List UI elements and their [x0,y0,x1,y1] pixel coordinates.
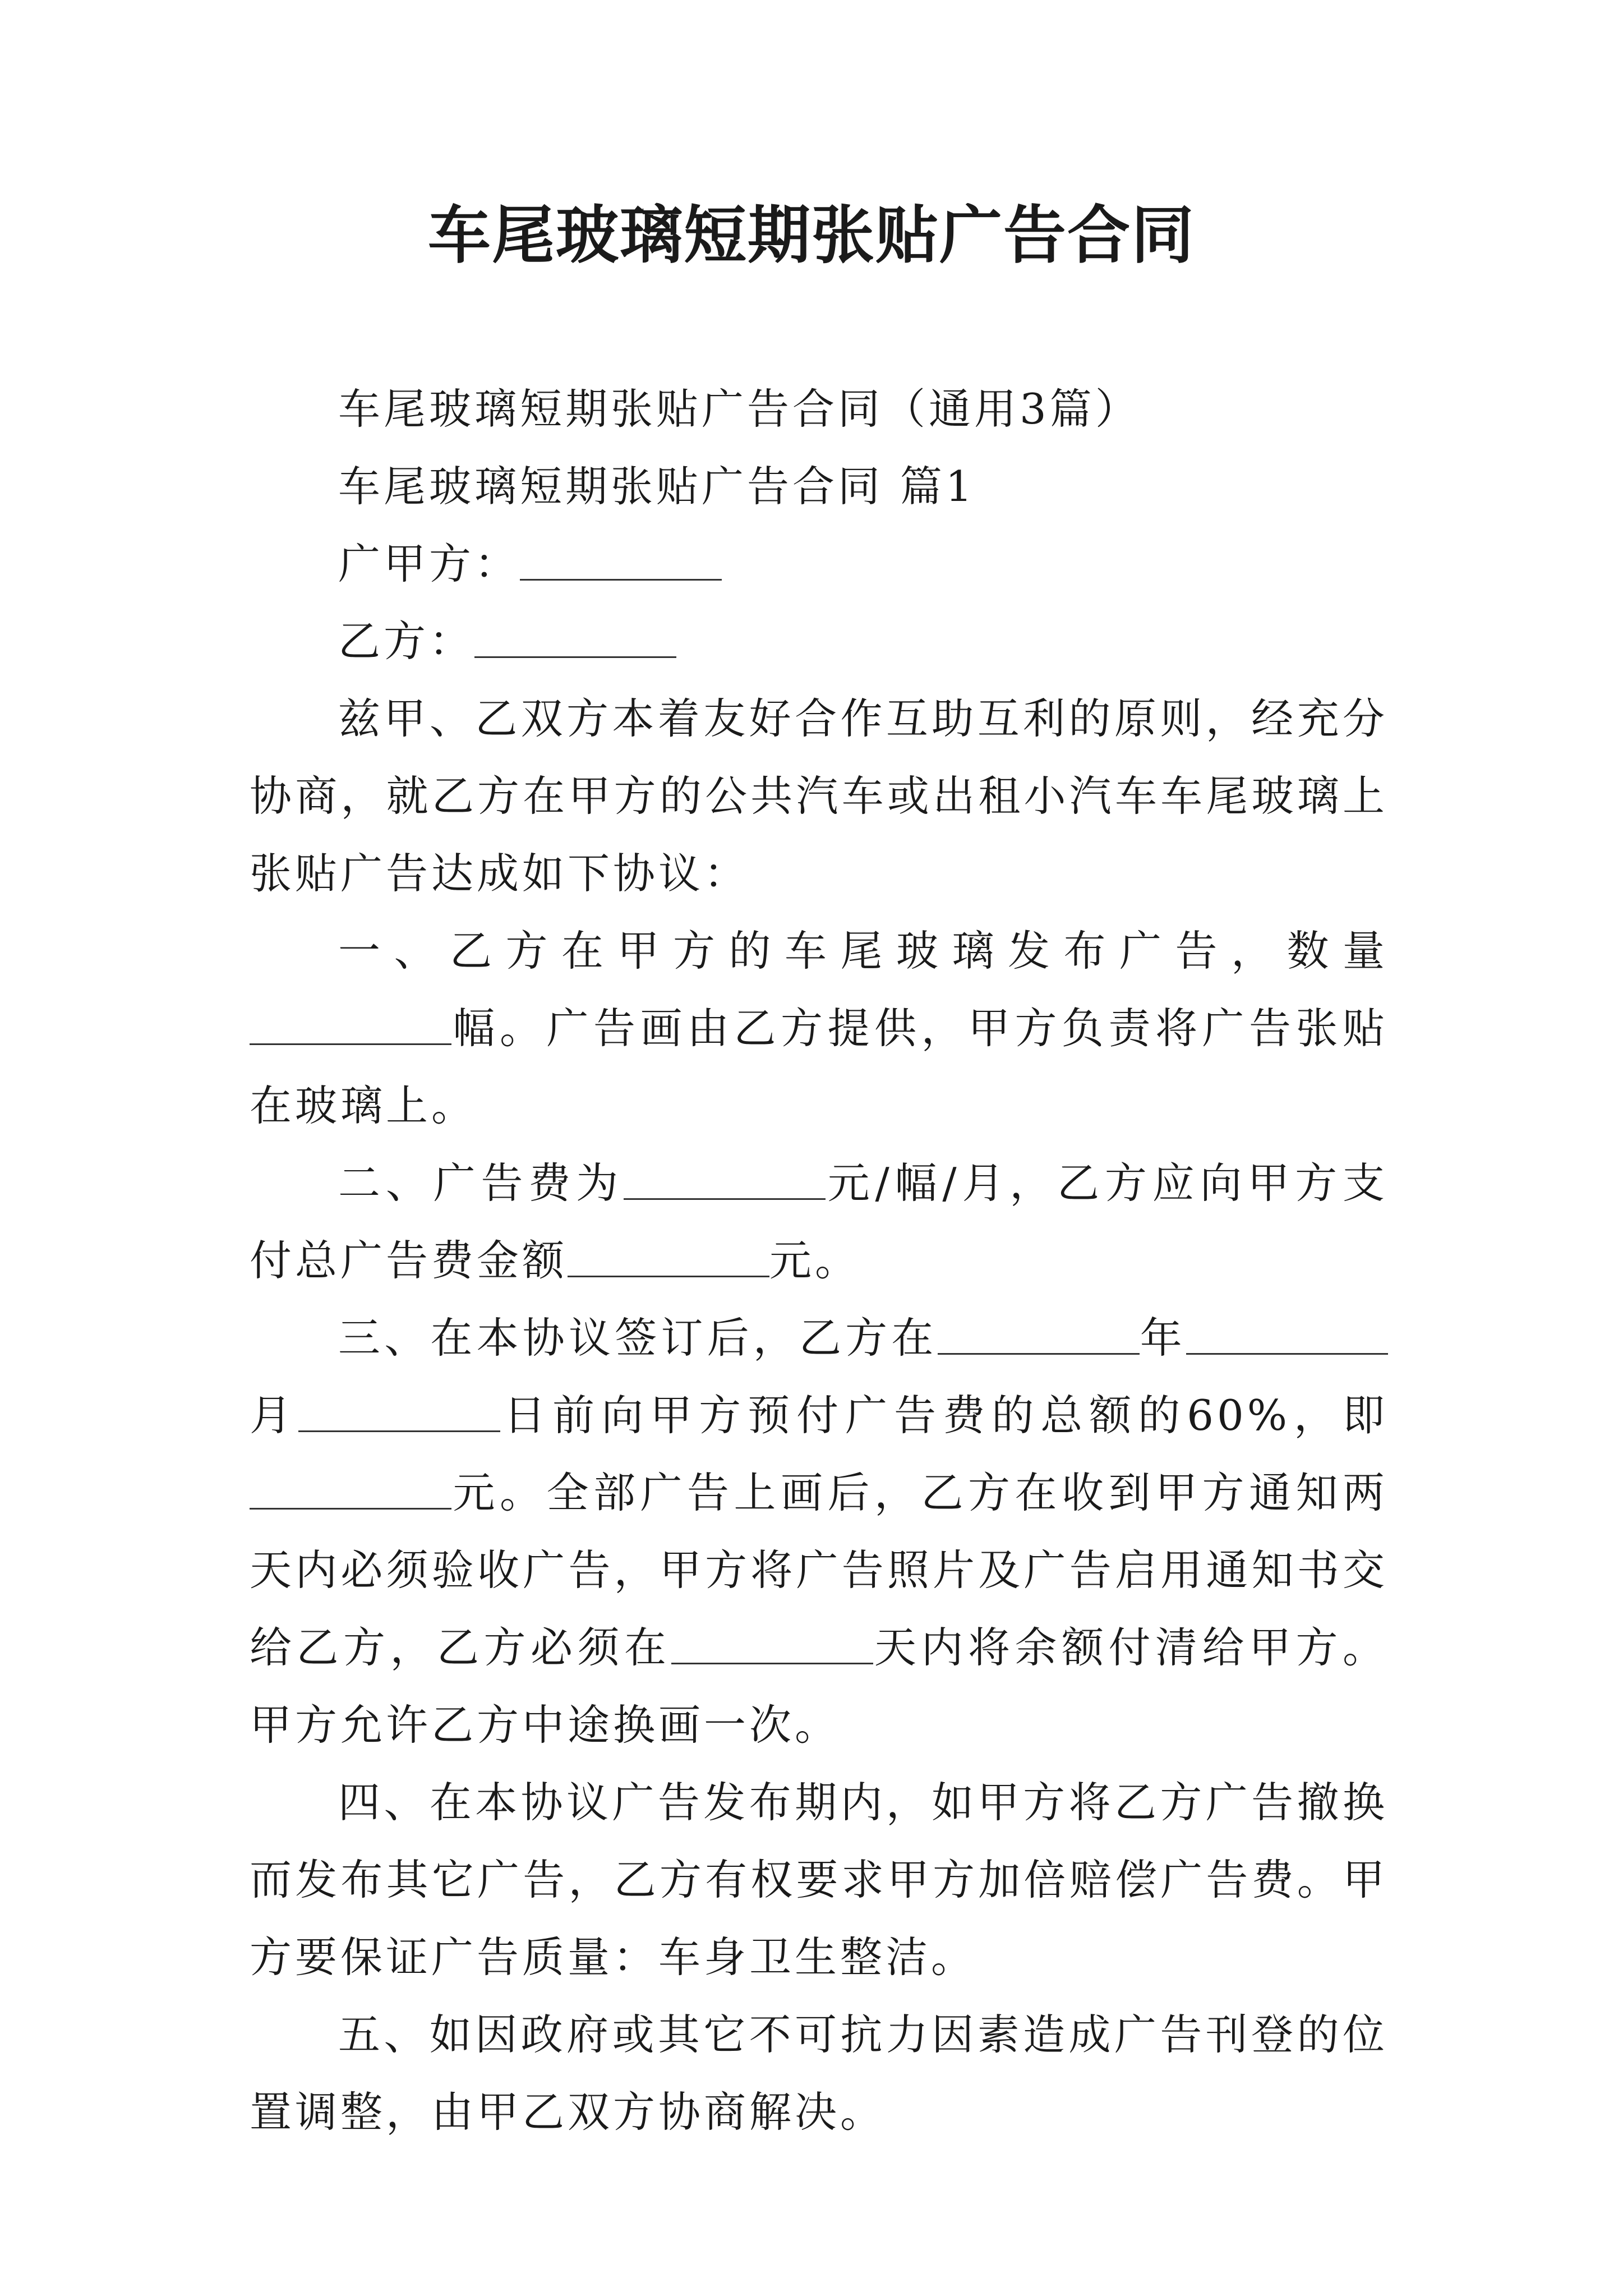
fee-blank [624,1198,826,1200]
party-b-label: 乙方： [338,616,475,666]
clause-3-text-f: 天内将余额付清给甲方。甲方允许乙方中途换画一次。 [250,1623,1388,1750]
clause-3-text-c: 月 [250,1391,299,1440]
clause-3-text-a: 三、在本协议签订后，乙方在 [338,1313,938,1363]
clause-3-text-e: 元。全部广告上画后，乙方在收到甲方通知两天内必须验收广告，甲方将广告照片及广告启用通知书交给乙方，乙方必须在 [250,1468,1388,1672]
clause-5: 五、如因政府或其它不可抗力因素造成广告刊登的位置调整，由甲乙双方协商解决。 [250,2010,1388,2137]
clause-1-text-a: 一、乙方在甲方的车尾玻璃发布广告，数量 [338,926,1388,976]
party-a-line [250,525,1388,602]
party-b-blank [474,656,676,658]
day-blank [298,1430,500,1432]
days-blank [671,1662,873,1664]
clause-3-text-d: 日前向甲方预付广告费的总额的60%，即 [500,1391,1388,1440]
month-blank [1186,1352,1388,1355]
clause-2-text-c: 元。 [769,1236,861,1285]
clause-1 [250,912,1388,1144]
quantity-blank [250,1043,451,1045]
clause-1-text-b: 幅。广告画由乙方提供，甲方负责将广告张贴在玻璃上。 [250,1004,1388,1130]
intro-paragraph: 兹甲、乙双方本着友好合作互助互利的原则，经充分协商，就乙方在甲方的公共汽车或出租小汽车车尾玻璃上张贴广告达成如下协议： [250,694,1388,898]
clause-3-text-b: 年 [1139,1313,1186,1363]
party-a-label: 广甲方： [338,539,520,588]
subtitle: 车尾玻璃短期张贴广告合同（通用3篇） [338,384,1141,434]
prepay-blank [250,1507,451,1510]
clause-2 [250,1144,1388,1299]
year-blank [938,1352,1140,1355]
clause-3 [250,1299,1388,1764]
section-heading: 车尾玻璃短期张贴广告合同 篇1 [338,462,976,511]
clause-2-text-a: 二、广告费为 [338,1158,624,1208]
party-a-blank [520,578,722,581]
document-body [250,370,1388,2151]
clause-2-text-b: 元/幅/月，乙方应向甲方支付总广告费金额 [250,1158,1388,1285]
clause-4: 四、在本协议广告发布期内，如甲方将乙方广告撤换而发布其它广告，乙方有权要求甲方加倍赔偿广告费。甲方要保证广告质量：车身卫生整洁。 [250,1778,1388,1982]
party-b-line [250,602,1388,680]
total-fee-blank [568,1275,769,1277]
document-title: 车尾玻璃短期张贴广告合同 [428,199,1195,272]
